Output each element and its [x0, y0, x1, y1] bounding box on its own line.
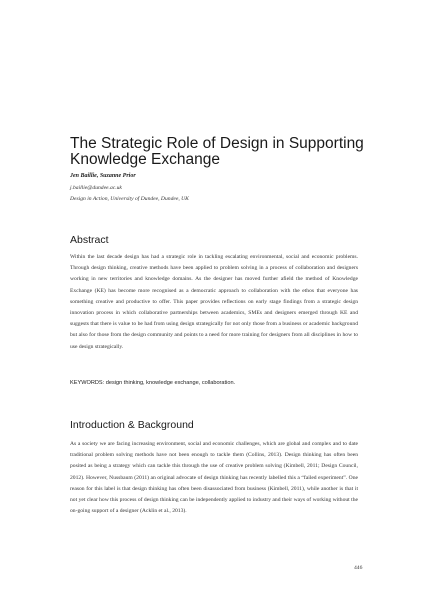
author-affiliation: Design in Action, University of Dundee, Dundee, UK	[70, 196, 189, 202]
paper-authors: Jen Baillie, Suzanne Prior	[70, 173, 136, 179]
keywords-line: KEYWORDS: design thinking, knowledge exchange, collaboration.	[70, 380, 236, 386]
introduction-heading: Introduction & Background	[70, 419, 194, 431]
author-email: j.baillie@dundee.ac.uk	[70, 185, 122, 191]
paper-title: The Strategic Role of Design in Supporting Knowledge Exchange	[70, 135, 364, 168]
introduction-body: As a society we are facing increasing environment, social and economic challenges, which are global and complex and to date traditional problem solving methods have not been enough to tackle them (Collins, 2013). Design thinking has often been posited as being a strategy which can tackle this through the use of creative problem solving (Kimbell, 2011; Design Council, 2012). However, Nussbaum (2011) an original advocate of design thinking has recently labelled this a “failed experiment”. One reason for this label is that design thinking has often been disassociated from business (Kimbell, 2011), while another is that it not yet clear how this process of design thinking can be independently applied to industry and their ways of working without the on-going support of a designer (Acklin et al., 2013).	[70, 441, 358, 515]
page-number: 446	[354, 565, 363, 571]
abstract-heading: Abstract	[70, 234, 109, 246]
abstract-body: Within the last decade design has had a strategic role in tackling escalating environmental, social and economic problems. Through design thinking, creative methods have been applied to problem solving in a process of collaboration and designers working in new territories and knowledge domains. As the designer has moved further afield the method of Knowledge Exchange (KE) has become more recognised as a democratic approach to collaboration with the ethos that everyone has something creative and productive to offer. This paper provides reflections on early stage findings from a strategic design innovation process in which collaborative partnerships between academics, SMEs and designers emerged through KE and suggests that there is value to be had from using design strategically for not only those from a business or academic background but also for those from the design community and points to a need for more training for designers from all disciplines in how to use design strategically.	[70, 254, 358, 350]
